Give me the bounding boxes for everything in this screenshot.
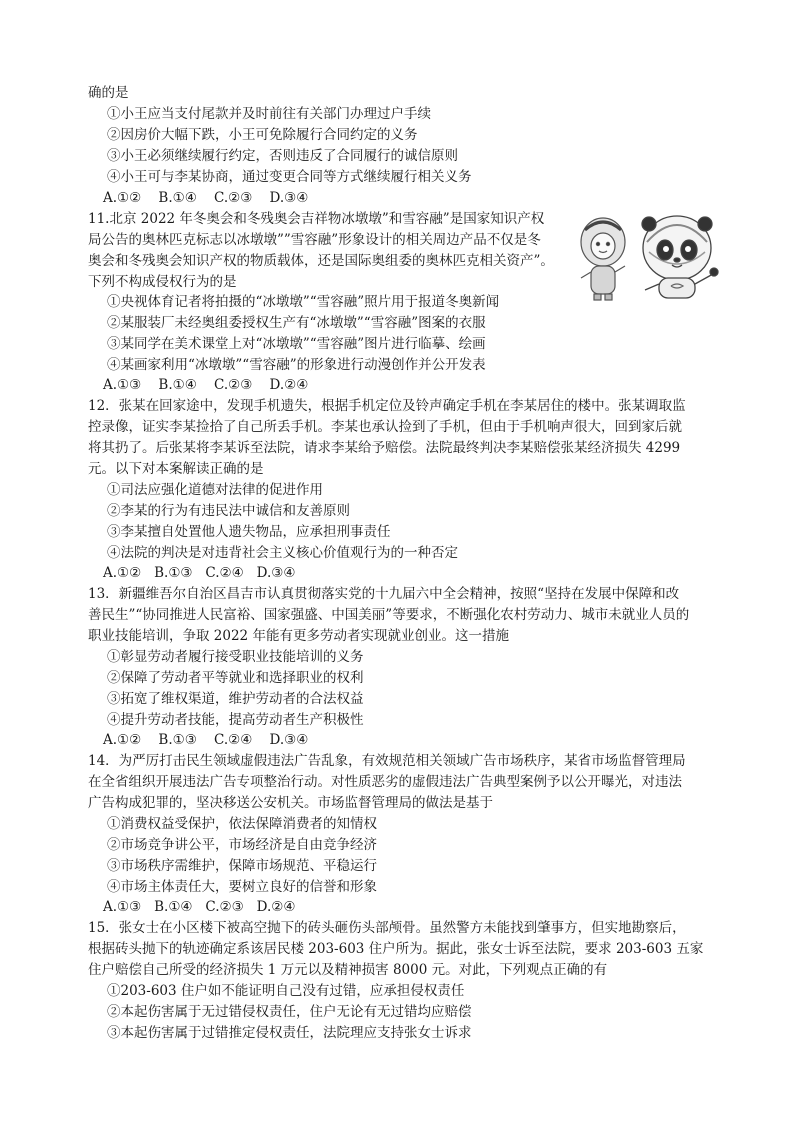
q14-stem-line-2: 在全省组织开展违法广告专项整治行动。对性质恶劣的虚假违法广告典型案例予以公开曝光，对违法 — [88, 774, 682, 790]
q12-stem-line-3: 将其扔了。后张某将李某诉至法院，请求李某给予赔偿。法院最终判决李某赔偿张某经济损失 4299 — [88, 440, 681, 456]
q10-option-1: ①小王应当支付尾款并及时前往有关部门办理过户手续 — [107, 106, 431, 122]
q14-stem-line-1: 14．为严厉打击民生领域虚假违法广告乱象，有效规范相关领域广告市场秩序，某省市场监督管理局 — [88, 753, 686, 769]
q12-option-4: ④法院的判决是对违背社会主义核心价值观行为的一种否定 — [107, 545, 458, 561]
q14-option-4: ④市场主体责任大，要树立良好的信誉和形象 — [107, 879, 377, 895]
q11-option-1: ①央视体育记者将拍摄的“冰墩墩”“雪容融”照片用于报道冬奥新闻 — [107, 294, 500, 310]
q11-option-2: ②某服装厂未经奥组委授权生产有“冰墩墩”“雪容融”图案的衣服 — [107, 315, 486, 331]
mascot-image — [575, 212, 720, 304]
q11-stem-line-3: 奥会和冬残奥会知识产权的物质载体，还是国际奥组委的奥林匹克相关资产”。 — [88, 253, 554, 269]
q12-option-3: ③李某擅自处置他人遗失物品，应承担刑事责任 — [107, 524, 391, 540]
q12-stem-line-4: 元。以下对本案解读正确的是 — [88, 461, 264, 477]
q12-stem-line-2: 控录像，证实李某捡拾了自己所丢手机。李某也承认捡到了手机，但由于手机响声很大，回到家后就 — [88, 419, 682, 435]
q12-option-1: ①司法应强化道德对法律的促进作用 — [107, 482, 323, 498]
q11-choices: A.①③ B.①④ C.②③ D.②④ — [103, 377, 309, 393]
q15-option-3: ③本起伤害属于过错推定侵权责任，法院理应支持张女士诉求 — [107, 1025, 472, 1041]
q14-stem-line-3: 广告构成犯罪的，坚决移送公安机关。市场监督管理局的做法是基于 — [88, 795, 493, 811]
q15-stem-line-3: 住户赔偿自己所受的经济损失 1 万元以及精神损害 8000 元。对此，下列观点正确的有 — [88, 962, 608, 978]
q15-stem-line-2: 根据砖头抛下的轨迹确定系该居民楼 203-603 住户所为。据此，张女士诉至法院，要求 203-603 五家 — [88, 941, 704, 957]
q11-option-4: ④某画家利用“冰墩墩”“雪容融”的形象进行动漫创作并公开发表 — [107, 357, 486, 373]
q10-choices: A.①② B.①④ C.②③ D.③④ — [103, 190, 309, 206]
q13-option-2: ②保障了劳动者平等就业和选择职业的权利 — [107, 670, 364, 686]
q10-option-4: ④小王可与李某协商，通过变更合同等方式继续履行相关义务 — [107, 169, 472, 185]
q13-stem-line-1: 13．新疆维吾尔自治区昌吉市认真贯彻落实党的十九届六中全会精神，按照“坚持在发展中保障和改 — [88, 586, 680, 602]
q15-option-1: ①203-603 住户如不能证明自己没有过错，应承担侵权责任 — [107, 983, 465, 999]
q12-stem-line-1: 12．张某在回家途中，发现手机遗失，根据手机定位及铃声确定手机在李某居住的楼中。张某调取监 — [88, 398, 686, 414]
q13-option-1: ①彰显劳动者履行接受职业技能培训的义务 — [107, 649, 364, 665]
q10-option-3: ③小王必须继续履行约定，否则违反了合同履行的诚信原则 — [107, 148, 458, 164]
q12-choices: A.①② B.①③ C.②④ D.③④ — [103, 565, 296, 581]
q14-choices: A.①③ B.①④ C.②③ D.②④ — [103, 899, 296, 915]
q15-option-2: ②本起伤害属于无过错侵权责任，住户无论有无过错均应赔偿 — [107, 1004, 472, 1020]
xuerongrong-figure — [581, 218, 625, 300]
q13-option-3: ③拓宽了维权渠道，维护劳动者的合法权益 — [107, 691, 364, 707]
q14-option-1: ①消费权益受保护，依法保障消费者的知情权 — [107, 816, 377, 832]
q13-stem-line-3: 职业技能培训，争取 2022 年能有更多劳动者实现就业创业。这一措施 — [88, 628, 509, 644]
q14-option-2: ②市场竞争讲公平，市场经济是自由竞争经济 — [107, 837, 377, 853]
bingdwendwen-figure — [642, 216, 718, 298]
q10-option-2: ②因房价大幅下跌，小王可免除履行合同约定的义务 — [107, 127, 418, 143]
q10-stem-tail: 确的是 — [88, 85, 129, 101]
q11-stem-line-1: 11.北京 2022 年冬奥会和冬残奥会吉祥物冰墩墩”和雪容融”是国家知识产权 — [88, 211, 545, 227]
q11-stem-line-2: 局公告的奥林匹克标志以冰墩墩””雪容融”形象设计的相关周边产品不仅是冬 — [88, 232, 541, 248]
q11-stem-line-4: 下列不构成侵权行为的是 — [88, 274, 237, 290]
q13-stem-line-2: 善民生”“协同推进人民富裕、国家强盛、中国美丽”等要求，不断强化农村劳动力、城市未就业人员的 — [88, 607, 690, 623]
q13-option-4: ④提升劳动者技能，提高劳动者生产积极性 — [107, 712, 364, 728]
q12-option-2: ②李某的行为有违民法中诚信和友善原则 — [107, 503, 350, 519]
q11-option-3: ③某同学在美术课堂上对“冰墩墩”“雪容融”图片进行临摹、绘画 — [107, 336, 486, 352]
q15-stem-line-1: 15．张女士在小区楼下被高空抛下的砖头砸伤头部颅骨。虽然警方未能找到肇事方，但实地勘察后， — [88, 920, 686, 936]
q13-choices: A.①② B.①③ C.②④ D.③④ — [103, 732, 309, 748]
q14-option-3: ③市场秩序需维护，保障市场规范、平稳运行 — [107, 858, 377, 874]
